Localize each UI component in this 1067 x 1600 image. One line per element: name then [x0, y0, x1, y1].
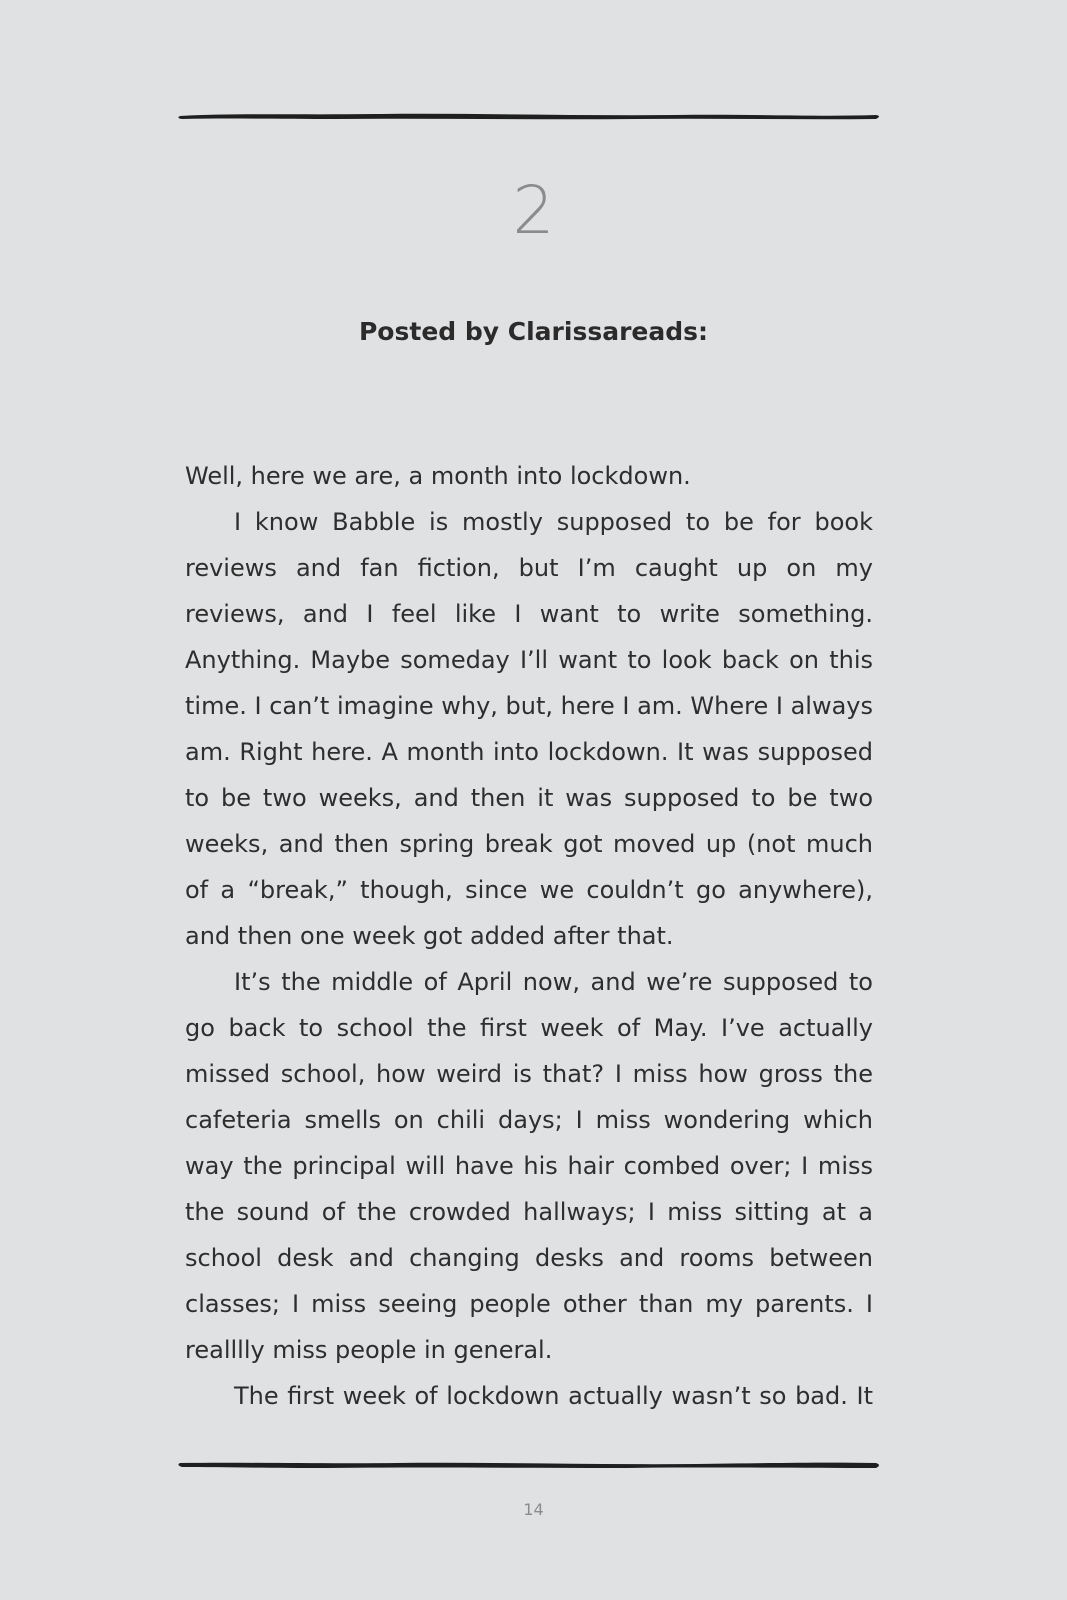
chapter-heading: Posted by Clarissareads: — [358, 317, 709, 346]
paragraph: The first week of lockdown actually wasn’t so bad. It — [234, 1382, 873, 1410]
bottom-divider-rule — [176, 1458, 882, 1472]
paragraph: I know Babble is mostly supposed to be for book reviews and fan fiction, but I’m caught up on my reviews, and I feel like I want to write something. Anything. Maybe someday I’ll want to look back on this time. I can’t imagine why, but, here I am. Where I always am. Right here. A month into lockdown. It was supposed to be two weeks, and then it was supposed to be two weeks, and then spring break got moved up (not much of a “break,” though, since we couldn’t go anywhere), and then one week got added after that. — [185, 508, 873, 950]
paragraph: It’s the middle of April now, and we’re supposed to go back to school the first week of May. I’ve actually missed school, how weird is that? I miss how gross the cafeteria smells on chili days; I miss wondering which way the principal will have his hair combed over; I miss the sound of the crowded hallways; I miss sitting at a school desk and changing desks and rooms between classes; I miss seeing people other than my parents. I realllly miss people in general. — [185, 968, 873, 1364]
top-divider-rule — [176, 110, 882, 124]
chapter-body — [185, 453, 873, 1419]
paragraph: Well, here we are, a month into lockdown. — [185, 462, 691, 490]
page-number: 14 — [523, 1500, 544, 1519]
chapter-number: 2 — [512, 172, 555, 249]
